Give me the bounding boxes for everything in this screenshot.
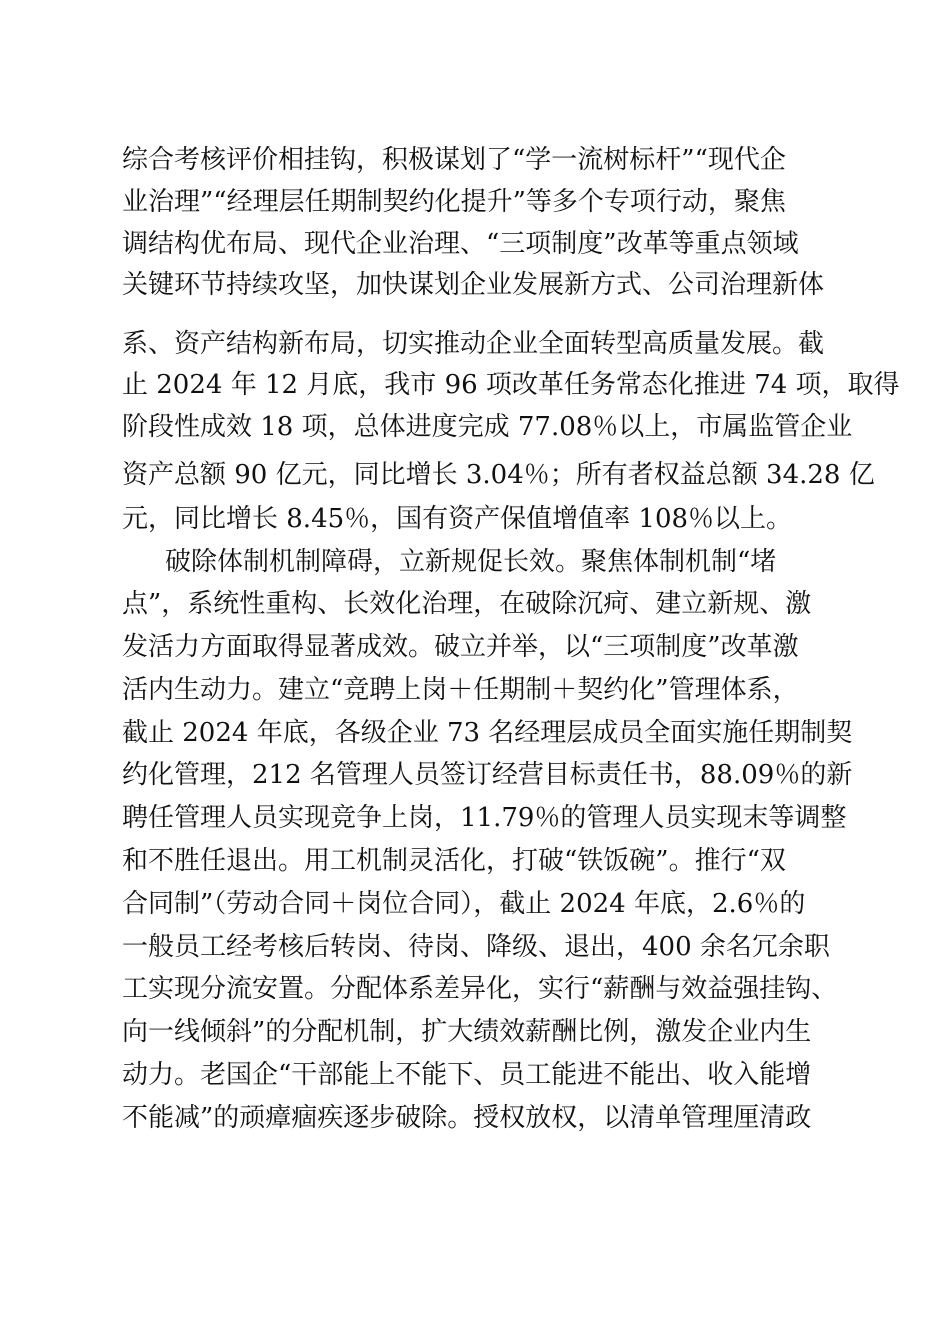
text-line: 元，同比增长 8.45％，国有资产保值增值率 108％以上。 [122,504,793,534]
text-line: 工实现分流安置。分配体系差异化，实行“薪酬与效益强挂钩、 [122,974,838,1004]
text-line: 向一线倾斜”的分配机制，扩大绩效薪酬比例，激发企业内生 [122,1017,812,1047]
text-line: 和不胜任退出。用工机制灵活化，打破“铁饭碗”。推行“双 [122,846,786,876]
text-line: 止 2024 年 12 月底，我市 96 项改革任务常态化推进 74 项，取得 [122,370,900,400]
text-line: 点”，系统性重构、长效化治理，在破除沉疴、建立新规、激 [122,589,812,619]
text-line: 约化管理，212 名管理人员签订经营目标责任书，88.09％的新 [122,760,853,790]
paragraph-heading: 破除体制机制障碍，立新规促长效。聚焦体制机制“堵 [165,547,777,577]
text-line: 一般员工经考核后转岗、待岗、降级、退出，400 余名冗余职 [122,932,830,962]
text-line: 截止 2024 年底，各级企业 73 名经理层成员全面实施任期制契 [122,718,853,748]
text-line: 聘任管理人员实现竞争上岗，11.79％的管理人员实现末等调整 [122,803,847,833]
text-line: 业治理”“经理层任期制契约化提升”等多个专项行动，聚焦 [122,187,786,217]
text-line: 综合考核评价相挂钩，积极谋划了“学一流树标杆”“现代企 [122,145,786,175]
text-line: 动力。老国企“干部能上不能下、员工能进不能出、收入能增 [122,1060,812,1090]
text-line: 活内生动力。建立“竞聘上岗＋任期制＋契约化”管理体系， [122,675,799,705]
text-line: 系、资产结构新布局，切实推动企业全面转型高质量发展。截 [122,329,825,359]
text-line: 阶段性成效 18 项，总体进度完成 77.08％以上，市属监管企业 [122,412,853,442]
text-line: 发活力方面取得显著成效。破立并举，以“三项制度”改革激 [122,632,799,662]
text-line: 不能减”的顽瘴痼疾逐步破除。授权放权，以清单管理厘清政 [122,1103,812,1133]
text-line: 资产总额 90 亿元，同比增长 3.04％；所有者权益总额 34.28 亿 [122,460,875,490]
text-line: 关键环节持续攻坚，加快谋划企业发展新方式、公司治理新体 [122,270,825,300]
text-line: 调结构优布局、现代企业治理、“三项制度”改革等重点领域 [122,229,799,259]
text-line: 合同制”（劳动合同＋岗位合同），截止 2024 年底，2.6％的 [122,889,806,919]
